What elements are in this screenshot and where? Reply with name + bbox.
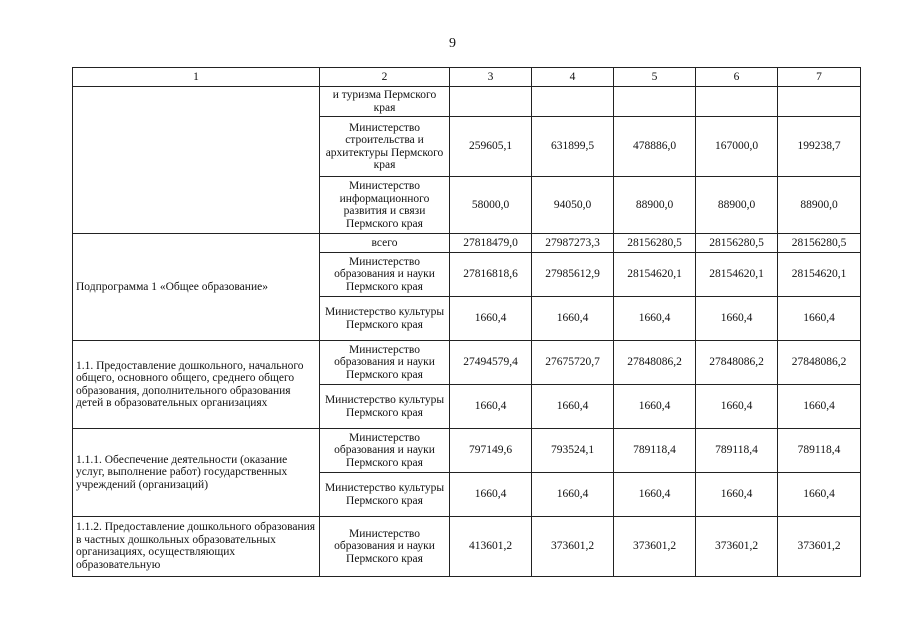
header-cell: 2 [320,68,450,87]
page-number: 9 [449,36,456,51]
value-cell [532,87,614,117]
header-cell: 3 [450,68,532,87]
value-cell: 1660,4 [450,473,532,517]
header-cell: 5 [614,68,696,87]
value-cell: 373601,2 [696,517,778,577]
value-cell: 259605,1 [450,117,532,177]
header-cell: 4 [532,68,614,87]
value-cell: 1660,4 [696,297,778,341]
program-cell: Подпрограмма 1 «Общее образование» [73,234,320,341]
value-cell: 27848086,2 [614,341,696,385]
value-cell: 28154620,1 [614,253,696,297]
value-cell: 27848086,2 [696,341,778,385]
value-cell: 1660,4 [614,385,696,429]
value-cell: 1660,4 [778,385,861,429]
value-cell: 167000,0 [696,117,778,177]
value-cell: 27816818,6 [450,253,532,297]
value-cell: 631899,5 [532,117,614,177]
value-cell: 88900,0 [696,177,778,234]
value-cell: 373601,2 [614,517,696,577]
value-cell: 1660,4 [696,385,778,429]
value-cell: 88900,0 [614,177,696,234]
value-cell: 1660,4 [778,297,861,341]
org-cell: Министерство культуры Пермского края [320,297,450,341]
table-row [73,341,861,385]
value-cell: 797149,6 [450,429,532,473]
program-cell-empty [73,87,320,234]
value-cell: 789118,4 [614,429,696,473]
value-cell: 199238,7 [778,117,861,177]
value-cell: 27987273,3 [532,234,614,253]
program-cell: 1.1.1. Обеспечение деятельности (оказание услуг, выполнение работ) государственных учреждений (организаций) [73,429,320,517]
org-cell: Министерство информационного развития и связи Пермского края [320,177,450,234]
value-cell: 27818479,0 [450,234,532,253]
value-cell: 27675720,7 [532,341,614,385]
value-cell [778,87,861,117]
value-cell [614,87,696,117]
value-cell: 1660,4 [614,297,696,341]
value-cell: 373601,2 [532,517,614,577]
value-cell: 1660,4 [450,297,532,341]
value-cell: 88900,0 [778,177,861,234]
value-cell: 27494579,4 [450,341,532,385]
org-cell: и туризма Пермского края [320,87,450,117]
header-cell: 6 [696,68,778,87]
value-cell: 373601,2 [778,517,861,577]
program-cell: 1.1. Предоставление дошкольного, начального общего, основного общего, среднего общего образования, дополнительного образования детей в образовательных организациях [73,341,320,429]
value-cell: 28156280,5 [696,234,778,253]
table-row [73,87,861,117]
value-cell: 28154620,1 [778,253,861,297]
value-cell: 1660,4 [614,473,696,517]
value-cell: 1660,4 [532,473,614,517]
value-cell: 789118,4 [696,429,778,473]
header-cell: 7 [778,68,861,87]
value-cell: 1660,4 [532,385,614,429]
value-cell: 1660,4 [696,473,778,517]
value-cell: 27985612,9 [532,253,614,297]
program-cell: 1.1.2. Предоставление дошкольного образования в частных дошкольных образовательных организациях, осуществляющих образовательную [73,517,320,577]
budget-table [72,67,861,577]
value-cell: 28156280,5 [778,234,861,253]
value-cell: 478886,0 [614,117,696,177]
value-cell: 789118,4 [778,429,861,473]
value-cell: 793524,1 [532,429,614,473]
value-cell: 94050,0 [532,177,614,234]
table-row [73,517,861,577]
org-cell: всего [320,234,450,253]
value-cell: 413601,2 [450,517,532,577]
org-cell: Министерство образования и науки Пермского края [320,429,450,473]
table-row [73,234,861,253]
value-cell: 1660,4 [450,385,532,429]
org-cell: Министерство образования и науки Пермского края [320,253,450,297]
org-cell: Министерство образования и науки Пермского края [320,517,450,577]
org-cell: Министерство культуры Пермского края [320,473,450,517]
header-row [73,68,861,87]
table-row [73,429,861,473]
org-cell: Министерство строительства и архитектуры Пермского края [320,117,450,177]
value-cell [696,87,778,117]
value-cell: 1660,4 [532,297,614,341]
value-cell [450,87,532,117]
value-cell: 1660,4 [778,473,861,517]
value-cell: 58000,0 [450,177,532,234]
value-cell: 27848086,2 [778,341,861,385]
org-cell: Министерство культуры Пермского края [320,385,450,429]
header-cell: 1 [73,68,320,87]
org-cell: Министерство образования и науки Пермского края [320,341,450,385]
value-cell: 28154620,1 [696,253,778,297]
value-cell: 28156280,5 [614,234,696,253]
